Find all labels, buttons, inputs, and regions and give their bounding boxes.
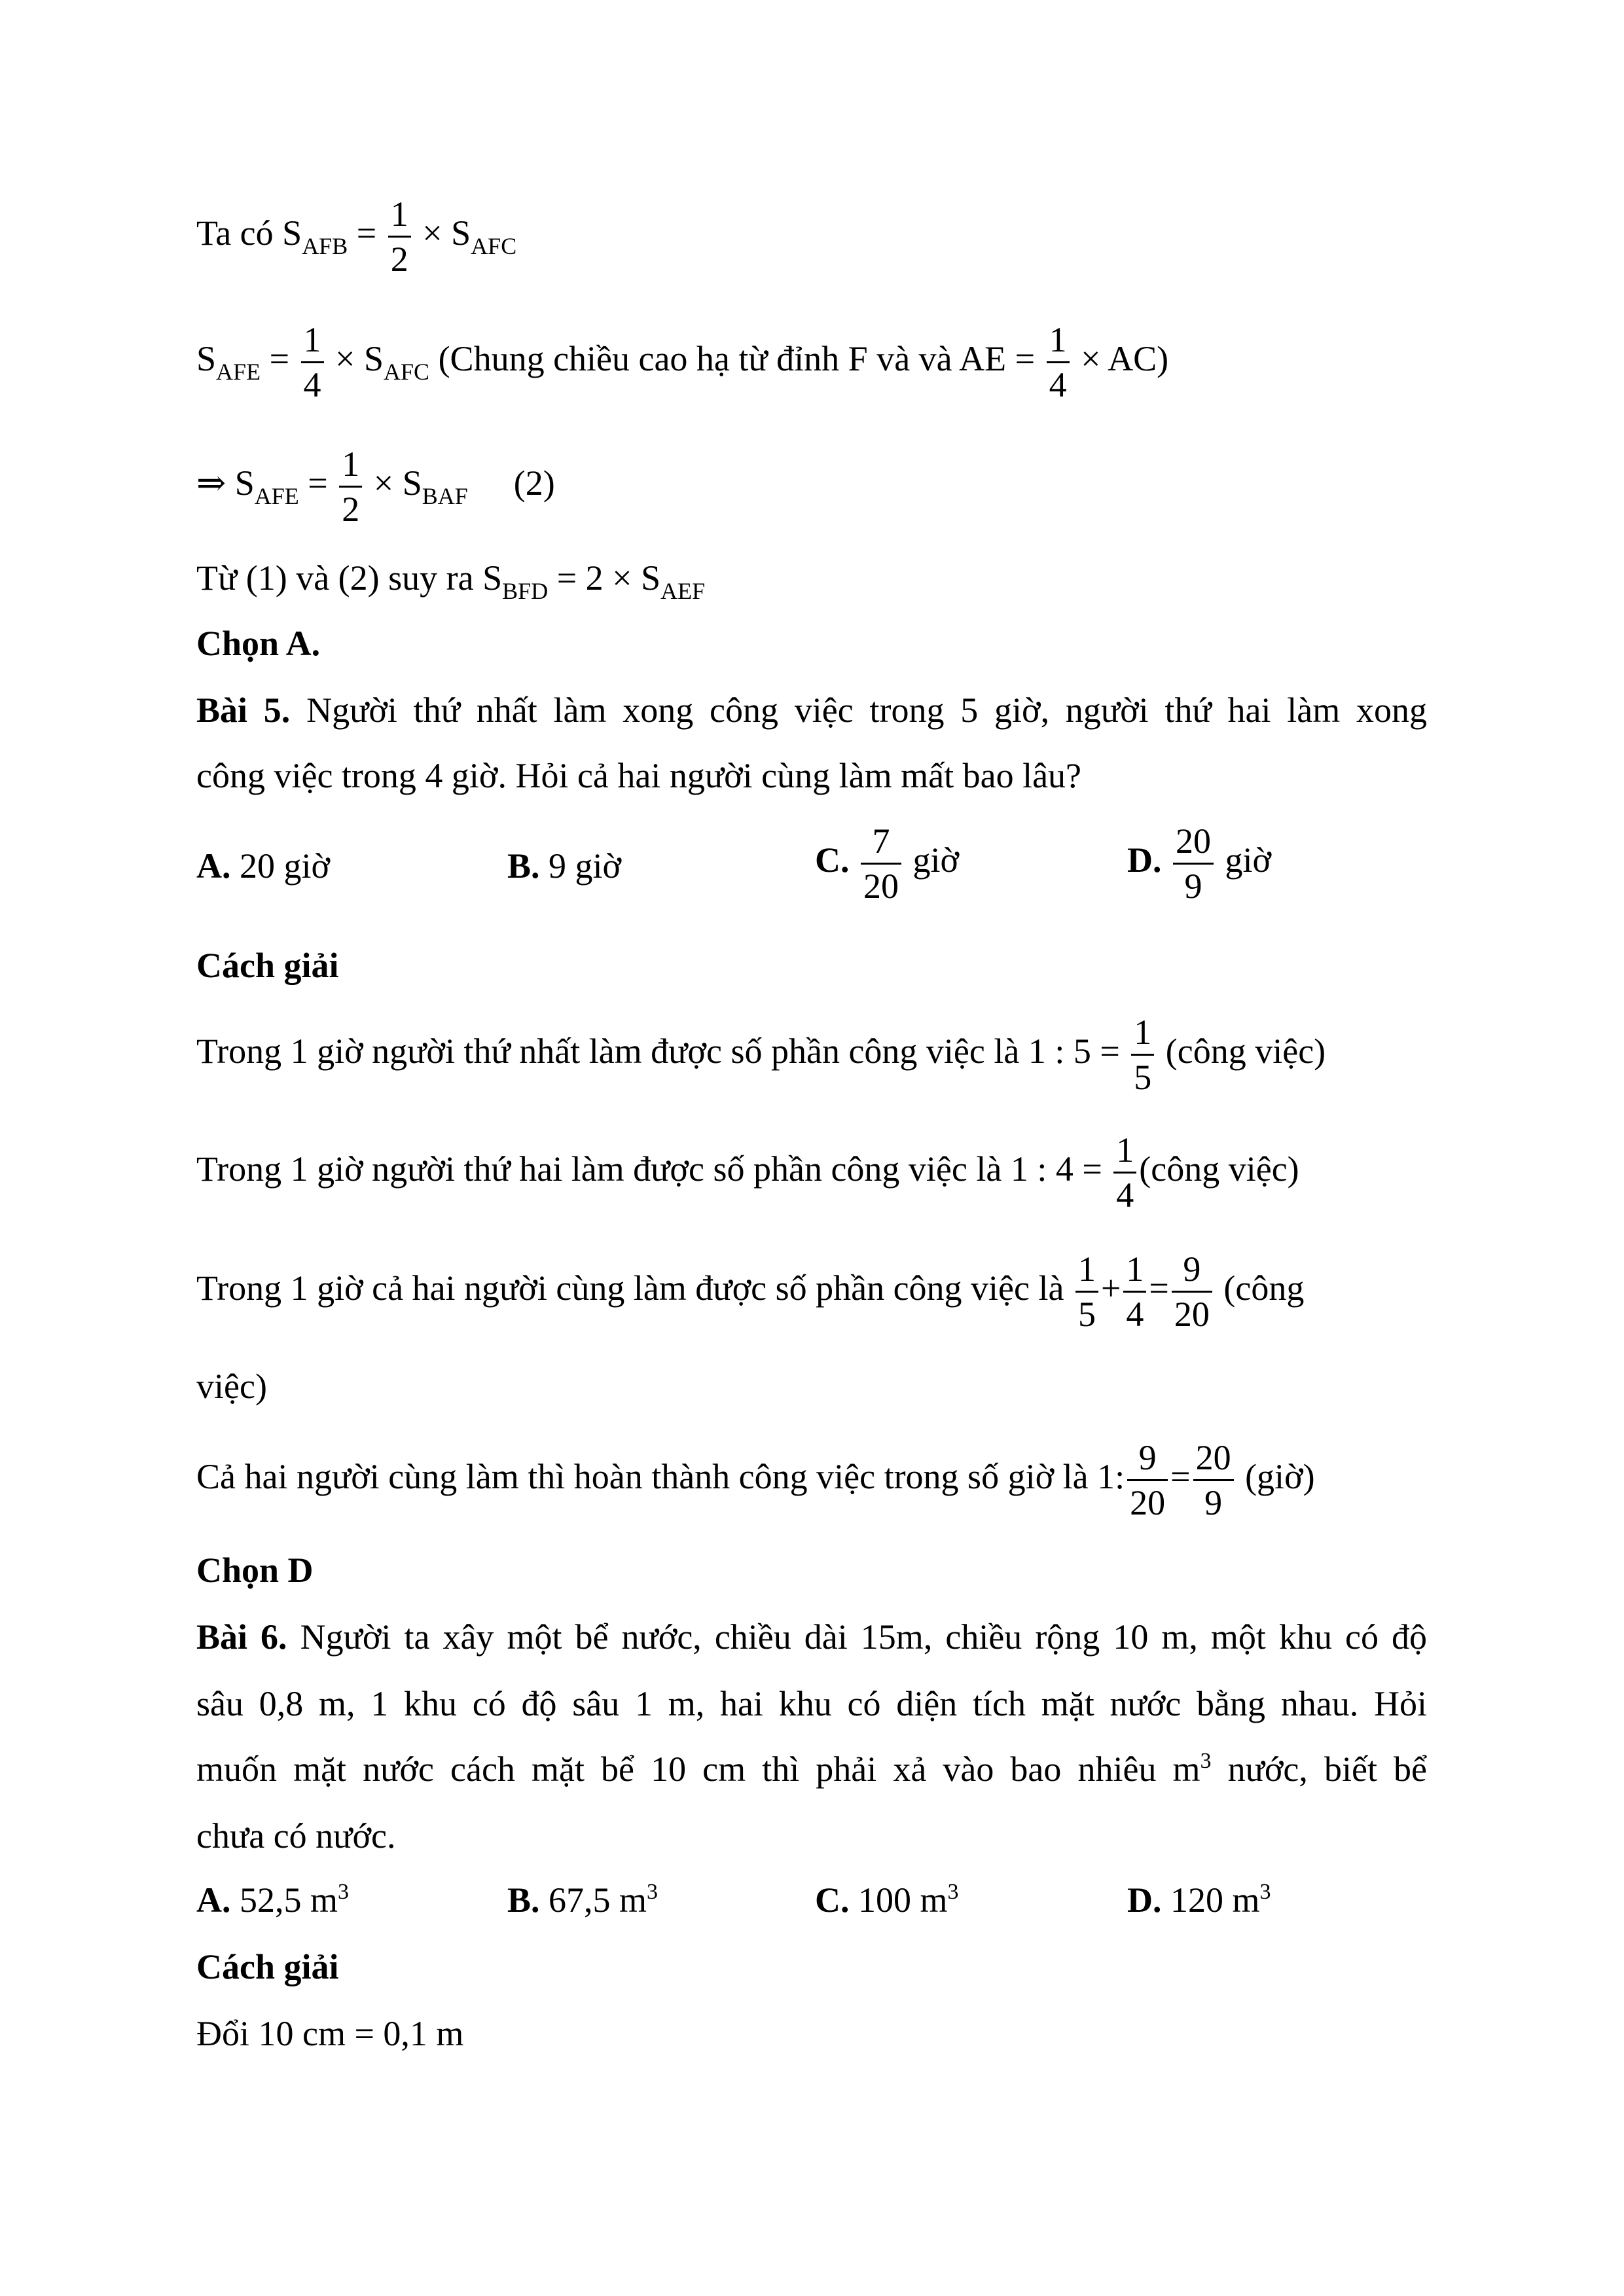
text: Cả hai người cùng làm thì hoàn thành công việc trong số giờ là 1: — [196, 1456, 1125, 1496]
option-label: A. — [196, 1880, 231, 1920]
subscript: AFE — [254, 482, 299, 509]
numerator: 9 — [1183, 1249, 1201, 1289]
subscript: AFB — [302, 232, 348, 259]
fraction — [1131, 1014, 1154, 1095]
numerator: 1 — [1116, 1130, 1134, 1170]
option-a — [196, 844, 330, 888]
text: Người ta xây một bể nước, chiều dài 15m, chiều rộng 10 m, một khu có độ — [287, 1617, 1427, 1657]
text: (Chung chiều cao hạ từ đỉnh F và và AE = — [429, 338, 1044, 378]
text: (công việc) — [1139, 1149, 1299, 1189]
numerator: 20 — [1195, 1438, 1231, 1477]
denominator: 20 — [1127, 1479, 1168, 1520]
denominator: 4 — [1113, 1172, 1136, 1213]
problem-6-line-4: chưa có nước. — [196, 1816, 396, 1856]
superscript: 3 — [947, 1880, 959, 1904]
solution-conversion: Đổi 10 cm = 0,1 m — [196, 2014, 464, 2053]
solution-step-3 — [196, 1251, 1304, 1332]
problem-5-line-1 — [196, 689, 1427, 732]
superscript: 3 — [1259, 1880, 1271, 1904]
option-label: B. — [507, 846, 540, 886]
denominator: 9 — [1193, 1479, 1234, 1520]
superscript: 3 — [1200, 1749, 1212, 1773]
fraction — [388, 196, 411, 277]
problem-6-line-3 — [196, 1748, 1427, 1791]
problem-label: Bài 6. — [196, 1617, 287, 1657]
numerator: 1 — [303, 320, 321, 359]
numerator: 20 — [1176, 821, 1211, 861]
option-d — [1127, 1878, 1271, 1922]
option-text: 20 giờ — [230, 846, 331, 886]
option-label: C. — [815, 1880, 850, 1920]
line-implies — [196, 446, 555, 527]
subscript: AFC — [384, 358, 430, 385]
fraction — [1127, 1440, 1168, 1520]
text: Trong 1 giờ cả hai người cùng làm được số phần công việc là — [196, 1268, 1073, 1308]
numerator: 1 — [1049, 320, 1067, 359]
subscript: AFC — [471, 232, 517, 259]
line-conclusion — [196, 556, 706, 604]
problem-6-line-1 — [196, 1615, 1427, 1659]
text: ⇒ S — [196, 463, 255, 503]
denominator: 2 — [339, 486, 362, 527]
subscript: BFD — [502, 578, 549, 604]
option-label: D. — [1127, 840, 1162, 880]
fraction — [1075, 1251, 1098, 1332]
option-c — [815, 823, 959, 904]
solution-step-1 — [196, 1014, 1326, 1095]
superscript: 3 — [338, 1880, 350, 1904]
fraction — [339, 446, 362, 527]
fraction — [1173, 823, 1214, 904]
fraction — [1047, 322, 1070, 403]
subscript: AEF — [660, 578, 706, 604]
option-label: D. — [1127, 1880, 1162, 1920]
line-safb — [196, 196, 516, 277]
solution-heading-5: Cách giải — [196, 946, 339, 985]
text: × AC) — [1072, 338, 1169, 378]
fraction — [861, 823, 901, 904]
denominator: 5 — [1075, 1291, 1098, 1332]
solution-step-3-cont: việc) — [196, 1367, 267, 1406]
subscript: AFE — [216, 358, 261, 385]
solution-step-2 — [196, 1132, 1299, 1213]
operator: + — [1100, 1268, 1121, 1308]
denominator: 2 — [388, 236, 411, 277]
option-b — [507, 1878, 658, 1922]
line-safe — [196, 322, 1168, 403]
option-text: 120 m — [1161, 1880, 1260, 1920]
answer-choice-a: Chọn A. — [196, 624, 321, 663]
fraction — [1123, 1251, 1146, 1332]
option-text: giờ — [1225, 840, 1272, 880]
text: nước, biết bể — [1211, 1749, 1427, 1789]
option-text: 67,5 m — [539, 1880, 647, 1920]
text: muốn mặt nước cách mặt bể 10 cm thì phải xả vào bao nhiêu m — [196, 1749, 1200, 1789]
operator: = — [1149, 1268, 1169, 1308]
denominator: 20 — [1172, 1291, 1212, 1332]
denominator: 9 — [1173, 863, 1214, 904]
option-b — [507, 844, 621, 888]
option-label: C. — [815, 840, 850, 880]
solution-step-4 — [196, 1440, 1315, 1520]
fraction — [301, 322, 324, 403]
fraction — [1172, 1251, 1212, 1332]
denominator: 4 — [301, 361, 324, 403]
option-text: giờ — [912, 840, 960, 880]
denominator: 5 — [1131, 1054, 1154, 1095]
numerator: 9 — [1138, 1438, 1157, 1477]
text: Trong 1 giờ người thứ nhất làm được số phần công việc là 1 : 5 = — [196, 1031, 1129, 1071]
numerator: 7 — [872, 821, 890, 861]
superscript: 3 — [647, 1880, 659, 1904]
text: × S — [365, 463, 422, 503]
option-text: 9 giờ — [539, 846, 622, 886]
option-c — [815, 1878, 959, 1922]
fraction — [1193, 1440, 1234, 1520]
text: Từ (1) và (2) suy ra S — [196, 558, 503, 598]
numerator: 1 — [390, 194, 408, 234]
numerator: 1 — [1126, 1249, 1144, 1289]
problem-5-line-2: công việc trong 4 giờ. Hỏi cả hai người cùng làm mất bao lâu? — [196, 756, 1082, 795]
problem-6-line-2: sâu 0,8 m, 1 khu có độ sâu 1 m, hai khu có diện tích mặt nước bằng nhau. Hỏi — [196, 1684, 1427, 1723]
solution-heading-6: Cách giải — [196, 1947, 339, 1986]
text: Ta có S — [196, 213, 302, 253]
subscript: BAF — [422, 482, 468, 509]
denominator: 4 — [1123, 1291, 1146, 1332]
option-a — [196, 1878, 349, 1922]
text: (công việc) — [1157, 1031, 1326, 1071]
denominator: 4 — [1047, 361, 1070, 403]
text: (công — [1214, 1268, 1305, 1308]
text: = — [348, 213, 386, 253]
numerator: 1 — [342, 444, 360, 484]
text: S — [196, 338, 217, 378]
option-label: A. — [196, 846, 231, 886]
fraction — [1113, 1132, 1136, 1213]
option-label: B. — [507, 1880, 540, 1920]
option-d — [1127, 823, 1271, 904]
text: = 2 × S — [548, 558, 661, 598]
text: × S — [326, 338, 384, 378]
text: = — [298, 463, 337, 503]
equation-ref: (2) — [513, 463, 555, 503]
text: (giờ) — [1236, 1456, 1315, 1496]
text: = — [261, 338, 298, 378]
option-text: 100 m — [849, 1880, 948, 1920]
option-text: 52,5 m — [230, 1880, 338, 1920]
operator: = — [1170, 1456, 1191, 1496]
text: × S — [413, 213, 471, 253]
text: Người thứ nhất làm xong công việc trong 5 giờ, người thứ hai làm xong — [290, 691, 1428, 730]
text: Trong 1 giờ người thứ hai làm được số phần công việc là 1 : 4 = — [196, 1149, 1111, 1189]
denominator: 20 — [861, 863, 901, 904]
problem-label: Bài 5. — [196, 691, 291, 730]
numerator: 1 — [1077, 1249, 1096, 1289]
numerator: 1 — [1134, 1013, 1152, 1052]
answer-choice-d: Chọn D — [196, 1551, 314, 1590]
